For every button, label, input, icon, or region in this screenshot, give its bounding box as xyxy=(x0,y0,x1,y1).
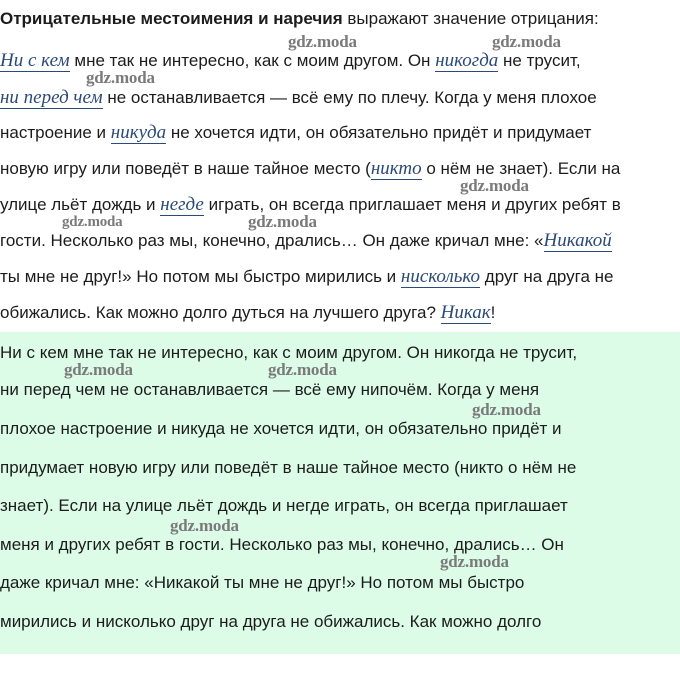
answer-block xyxy=(0,332,680,654)
handwritten-word: никогда xyxy=(435,50,499,71)
handwritten-word: ни перед чем xyxy=(0,87,103,108)
task-line-2: Ни с кем мне так не интересно, как с моим другом. Он никогда не трусит, xyxy=(0,50,581,71)
rule-title: Отрицательные местоимения и наречия xyxy=(0,9,343,28)
handwritten-word: Никак xyxy=(440,302,491,323)
watermark: gdz.moda xyxy=(248,212,317,231)
answer-line: придумает новую игру или поведёт в наше тайное место (никто о нём не xyxy=(0,458,577,477)
watermark: gdz.moda xyxy=(170,516,239,535)
watermark: gdz.moda xyxy=(492,32,561,51)
handwritten-word: Ни с кем xyxy=(0,50,70,71)
answer-line: Ни с кем мне так не интересно, как с моим другом. Он никогда не трусит, xyxy=(0,343,578,362)
handwritten-word: негде xyxy=(160,194,204,215)
task-line-4: настроение и никуда не хочется идти, он обязательно придёт и придумает xyxy=(0,122,592,143)
answer-line: мирились и нисколько друг на друга не обижались. Как можно долго xyxy=(0,612,542,631)
watermark: gdz.moda xyxy=(288,32,357,51)
answer-line: даже кричал мне: «Никакой ты мне не друг!» Но потом мы быстро xyxy=(0,573,525,592)
handwritten-word: никуда xyxy=(110,122,167,143)
task-line-1: Отрицательные местоимения и наречия выражают значение отрицания: xyxy=(0,9,599,28)
watermark: gdz.moda xyxy=(62,214,123,230)
answer-line: ни перед чем не останавливается — всё ему нипочём. Когда у меня xyxy=(0,380,540,399)
watermark: gdz.moda xyxy=(86,68,155,87)
task-line-5: новую игру или поведёт в наше тайное место (никто о нём не знает). Если на xyxy=(0,158,621,179)
watermark: gdz.moda xyxy=(460,176,529,195)
answer-line: плохое настроение и никуда не хочется идти, он обязательно придёт и xyxy=(0,419,562,438)
handwritten-word: Никакой xyxy=(543,230,612,251)
watermark: gdz.moda xyxy=(64,360,133,379)
handwritten-word: никто xyxy=(370,158,422,179)
task-line-8: ты мне не друг!» Но потом мы быстро мирились и нисколько друг на друга не xyxy=(0,266,614,287)
answer-line: знает). Если на улице льёт дождь и негде играть, он всегда приглашает xyxy=(0,496,568,515)
task-line-3: ни перед чем не останавливается — всё ему по плечу. Когда у меня плохое xyxy=(0,87,597,108)
watermark: gdz.moda xyxy=(440,552,509,571)
watermark: gdz.moda xyxy=(268,360,337,379)
handwritten-word: нисколько xyxy=(400,266,481,287)
answer-line: меня и других ребят в гости. Несколько раз мы, конечно, дрались… Он xyxy=(0,535,564,554)
watermark: gdz.moda xyxy=(472,400,541,419)
task-line-9: обижались. Как можно долго дуться на лучшего друга? Никак! xyxy=(0,302,496,323)
task-line-7: гости. Несколько раз мы, конечно, дрались… Он даже кричал мне: «Никакой xyxy=(0,230,612,251)
task-line-6: улице льёт дождь и негде играть, он всегда приглашает меня и других ребят в xyxy=(0,194,621,215)
